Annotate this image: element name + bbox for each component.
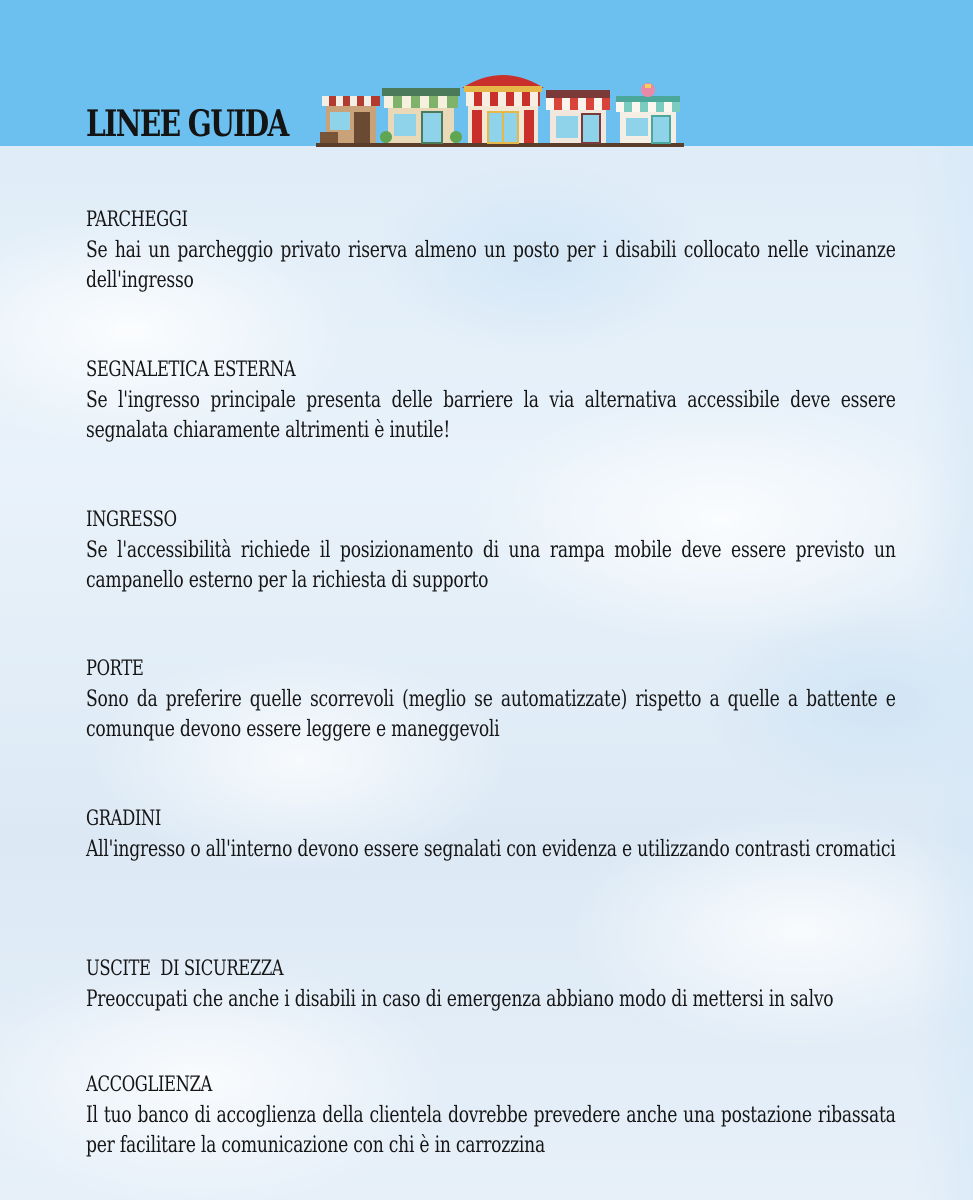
section-text: All'ingresso o all'interno devono essere segnalati con evidenza e utilizzando contrasti cromatici: [86, 837, 896, 862]
section-heading: ACCOGLIENZA: [86, 1072, 212, 1096]
section-text: Sono da preferire quelle scorrevoli (meglio se automatizzate) rispetto a quelle a battente e comunque devono essere leggere e maneggevoli: [86, 687, 896, 742]
section-text: Il tuo banco di accoglienza della clientela dovrebbe prevedere anche una postazione ribassata per facilitare la comunicazione con chi è in carrozzina: [86, 1103, 896, 1158]
shop-icon: [462, 75, 544, 143]
section-ingresso: [86, 506, 896, 596]
section-text: Se hai un parcheggio privato riserva almeno un posto per i disabili collocato nelle vicinanze dell'ingresso: [86, 238, 896, 293]
section-heading: GRADINI: [86, 806, 161, 830]
section-heading: INGRESSO: [86, 507, 177, 531]
shop-icon: [380, 88, 462, 143]
shop-icon: [320, 96, 380, 143]
section-parcheggi: [86, 206, 896, 296]
section-accoglienza: [86, 1071, 896, 1161]
section-uscite-di-sicurezza: [86, 955, 896, 1015]
section-heading: PORTE: [86, 656, 144, 680]
shop-icon: [616, 83, 680, 143]
section-segnaletica-esterna: [86, 356, 896, 446]
section-text: Preoccupati che anche i disabili in caso di emergenza abbiano modo di mettersi in salvo: [86, 987, 834, 1012]
section-heading: USCITE DI SICUREZZA: [86, 956, 284, 980]
section-text: Se l'accessibilità richiede il posizionamento di una rampa mobile deve essere previsto un campanello esterno per la richiesta di supporto: [86, 538, 896, 593]
section-porte: [86, 655, 896, 745]
section-text: Se l'ingresso principale presenta delle barriere la via alternativa accessibile deve essere segnalata chiaramente altrimenti è inutile!: [86, 388, 896, 443]
side-fade: [913, 146, 973, 1200]
section-heading: SEGNALETICA ESTERNA: [86, 357, 296, 381]
page-title: LINEE GUIDA: [86, 103, 288, 145]
section-heading: PARCHEGGI: [86, 207, 188, 231]
section-gradini: [86, 805, 896, 865]
shop-icon: [546, 90, 610, 143]
storefronts-illustration: [316, 66, 686, 148]
